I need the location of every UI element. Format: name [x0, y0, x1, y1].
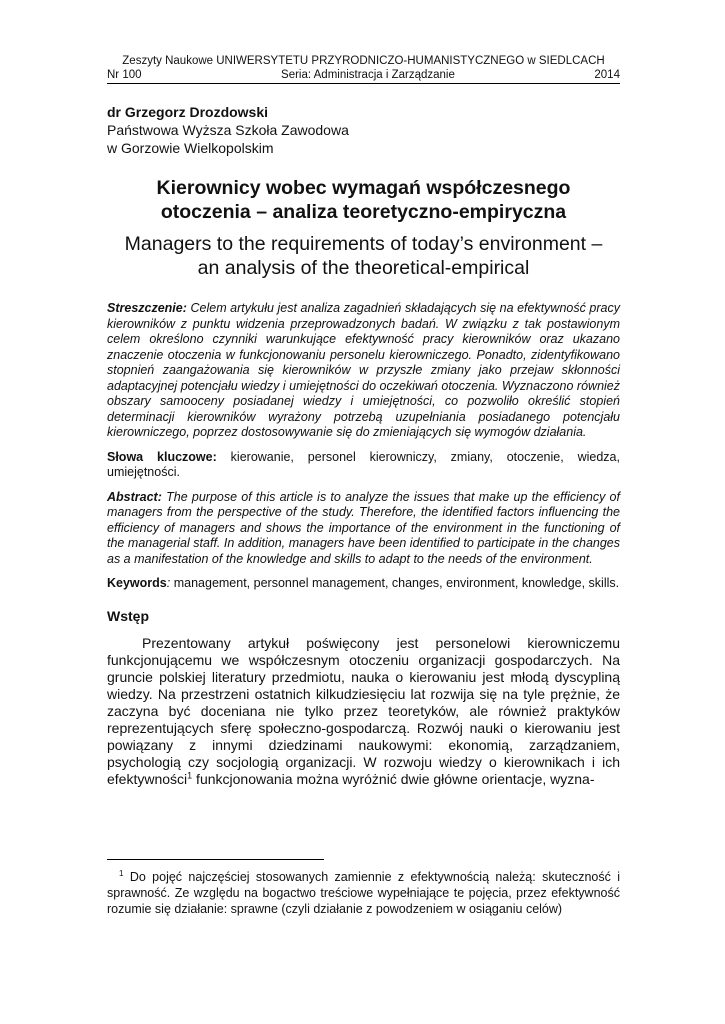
footnote-text: Do pojęć najczęściej stosowanych zamiennie z efektywnością należą: skuteczność i sprawność. Ze względu na bogactwo treściowe wypełniające te pojęcia, przez efektywność rozumie się działanie: sprawne (czyli działanie z powodzeniem w osiąganiu celów): [107, 870, 620, 917]
running-header: [107, 54, 620, 84]
abstract-english: [107, 490, 620, 568]
series-name: Seria: Administracja i Zarządzanie: [281, 69, 455, 81]
page-content: [107, 54, 620, 788]
author-name: dr Grzegorz Drozdowski: [107, 104, 269, 120]
abstract-polish: [107, 301, 620, 441]
issue-line: [107, 68, 620, 84]
keywords-english-colon: :: [166, 576, 171, 590]
title-english-line-1: Managers to the requirements of today’s environment –: [124, 233, 603, 255]
journal-name: Zeszyty Naukowe UNIWERSYTETU PRZYRODNICZO-HUMANISTYCZNEGO w SIEDLCACH: [122, 55, 605, 67]
keywords-english-text: management, personnel management, changes, environment, knowledge, skills.: [173, 576, 620, 590]
issue-number: Nr 100: [107, 69, 142, 81]
abstract-polish-text: Celem artykułu jest analiza zagadnień składających się na efektywność pracy kierowników z punktu widzenia przeprowadzonych badań. W związku z tak postawionym celem określono czynniki warunkujące efektywność pracy kierowników oraz ukazano znaczenie otoczenia w funkcjonowaniu personelu kierowniczego. Ponadto, zidentyfikowano stopnień zaangażowania się kierowników w przyszłe zmiany jako przejaw skłonności adaptacyjnej potencjału wiedzy i umiejętności do oczekiwań otoczenia. Wyznaczono również obszary samooceny posiadanej wiedzy i umiejętności, co pozwoliło określić stopień determinacji kierowników wyrażony potrzebą uzupełniania posiadanego potencjału kierowniczego, poprzez dostosowywanie się do zmieniających się wymogów działania.: [107, 301, 620, 439]
keywords-english-label: Keywords: [107, 576, 167, 590]
footnote: [107, 866, 620, 917]
title-polish: [107, 176, 620, 224]
keywords-english: [107, 576, 620, 592]
abstract-polish-label: Streszczenie:: [107, 301, 187, 315]
title-polish-line-1: Kierownicy wobec wymagań współczesnego: [156, 177, 571, 199]
year: 2014: [594, 69, 620, 81]
title-english-line-2: an analysis of the theoretical-empirical: [197, 257, 530, 279]
affiliation-line-2: w Gorzowie Wielkopolskim: [107, 140, 274, 156]
title-english: [107, 232, 620, 280]
footnote-reference[interactable]: 1: [187, 769, 193, 780]
abstract-english-label: Abstract:: [107, 489, 162, 504]
keywords-polish-label: Słowa kluczowe:: [107, 449, 217, 464]
keywords-polish-text: kierowanie, personel kierowniczy, zmiany, otoczenie, wiedza, umiejętności.: [107, 449, 620, 479]
abstract-english-text: The purpose of this article is to analyze the issues that make up the efficiency of managers from the perspective of the study. Therefore, the identified factors influencing the efficiency of managers and shows the importance of the environment in the functioning of the managerial staff. In addition, managers have been identified to participate in the changes as a manifestation of the knowledge and skills to adapt to the needs of the environment.: [107, 489, 620, 566]
intro-text: Prezentowany artykuł poświęcony jest personelowi kierowniczemu funkcjonującemu we współczesnym otoczeniu organizacji gospodarczych. Na gruncie polskiej literatury przedmiotu, nauka o kierowaniu jest młodą dyscypliną wiedzy. Na przestrzeni ostatnich kilkudziesięciu lat rozwija się na tyle prężnie, że zaczyna być doceniana nie tylko przez teoretyków, ale również praktyków reprezentujących sferę społeczno-gospodarczą. Rozwój nauki o kierowaniu jest powiązany z innymi dziedzinami naukowymi: ekonomią, zarządzaniem, psychologią czy socjologią organizacji. W rozwoju wiedzy o kierownikach i ich efektywności: [107, 634, 620, 787]
intro-paragraph: [107, 635, 620, 788]
footnote-separator: [107, 859, 324, 860]
footnote-number: 1: [119, 869, 124, 878]
author-block: [107, 103, 620, 157]
section-heading-intro: Wstęp: [107, 607, 149, 624]
intro-text-continued: funkcjonowania można wyróżnić dwie główne orientacje, wyzna-: [192, 770, 595, 787]
keywords-polish: [107, 450, 620, 481]
affiliation-line-1: Państwowa Wyższa Szkoła Zawodowa: [107, 122, 349, 138]
title-polish-line-2: otoczenia – analiza teoretyczno-empiryczna: [160, 201, 567, 223]
